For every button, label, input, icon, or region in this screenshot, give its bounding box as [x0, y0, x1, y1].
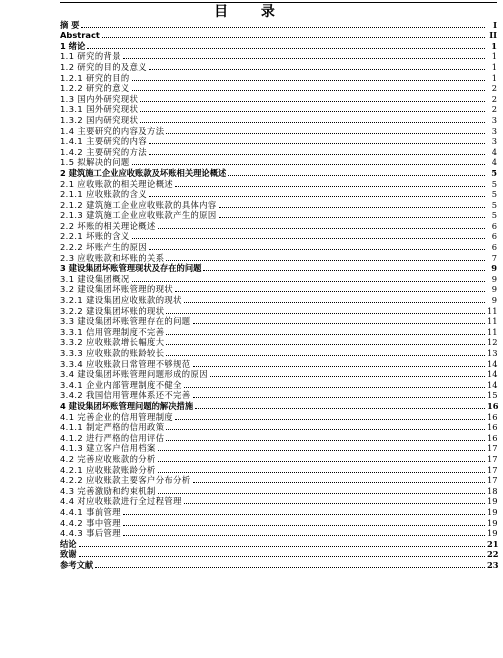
toc-entry-page: 5 [491, 189, 497, 200]
toc-entry-title: 1.4 主要研究的内容及方法 [60, 125, 165, 136]
dot-leader [195, 407, 485, 409]
toc-entry[interactable] [0, 220, 503, 231]
dot-leader [166, 259, 485, 261]
toc-entry-title: 1.5 拟解决的问题 [60, 157, 130, 168]
toc-entry-page: 16 [487, 432, 498, 443]
toc-entry[interactable] [0, 284, 503, 295]
toc-entry[interactable] [0, 167, 503, 178]
dot-leader [158, 471, 485, 473]
toc-entry[interactable] [0, 263, 503, 274]
toc-entry-title: 1.3.1 国外研究现状 [60, 104, 139, 115]
toc-entry-page: 19 [487, 528, 498, 539]
dot-leader [166, 439, 485, 441]
toc-entry-title: 2.2.1 坏账的含义 [60, 231, 130, 242]
dot-leader [193, 396, 485, 398]
toc-entry-title: 1.2.1 研究的目的 [60, 72, 130, 83]
dot-leader [149, 68, 485, 70]
dot-leader [158, 227, 485, 229]
dot-leader [219, 216, 485, 218]
toc-entry-title: 4.2.2 应收账款主要客户分布分析 [60, 475, 191, 486]
dot-leader [203, 269, 485, 271]
toc-list [0, 19, 503, 570]
toc-entry-page: 9 [491, 273, 497, 284]
toc-entry-title: 3.1 建设集团概况 [60, 273, 130, 284]
toc-entry-title: Abstract [60, 30, 100, 41]
dot-leader [81, 26, 485, 28]
toc-entry-page: 19 [487, 506, 498, 517]
toc-entry-page: 3 [491, 125, 497, 136]
toc-entry-page: 3 [491, 136, 497, 147]
toc-entry-title: 1.2 研究的目的及意义 [60, 61, 148, 72]
toc-entry-page: 6 [491, 220, 497, 231]
toc-entry[interactable] [0, 252, 503, 263]
dot-leader [184, 502, 485, 504]
toc-entry[interactable] [0, 422, 503, 433]
dot-leader [184, 386, 485, 388]
toc-entry[interactable] [0, 528, 503, 539]
toc-entry-page: II [489, 30, 497, 41]
dot-leader [140, 100, 485, 102]
toc-entry[interactable] [0, 390, 503, 401]
toc-entry-title: 4.1.3 建立客户信用档案 [60, 443, 156, 454]
toc-entry-page: 13 [487, 348, 498, 358]
toc-entry[interactable] [0, 199, 503, 210]
toc-entry-page: 6 [491, 231, 497, 242]
toc-entry[interactable] [0, 358, 503, 369]
toc-entry-title: 致谢 [60, 549, 77, 560]
toc-entry-title: 4.1.2 进行严格的信用评估 [60, 432, 165, 443]
toc-entry[interactable] [0, 369, 503, 380]
toc-entry-page: 3 [491, 114, 497, 125]
toc-entry[interactable] [0, 30, 503, 41]
toc-entry[interactable] [0, 241, 503, 252]
toc-entry-page: 17 [487, 443, 498, 454]
dot-leader [140, 121, 485, 123]
toc-entry-page: 16 [487, 411, 498, 422]
toc-entry-page: 19 [487, 496, 498, 507]
dot-leader [123, 57, 485, 59]
dot-leader [140, 110, 485, 112]
dot-leader [132, 89, 485, 91]
toc-entry-title: 3.4.1 企业内部管理制度不健全 [60, 379, 182, 390]
toc-entry-title: 3.3.3 应收账款的账龄较长 [60, 348, 165, 358]
toc-entry-title: 4.1.1 制定严格的信用政策 [60, 422, 165, 433]
toc-entry[interactable] [0, 506, 503, 517]
toc-entry[interactable] [0, 316, 503, 327]
toc-entry-title: 摘 要 [60, 19, 80, 30]
dot-leader [132, 237, 485, 239]
toc-entry-page: 9 [491, 284, 497, 295]
dot-leader [149, 195, 485, 197]
toc-entry[interactable] [0, 443, 503, 454]
toc-entry[interactable] [0, 411, 503, 422]
toc-entry[interactable] [0, 485, 503, 496]
toc-entry-page: I [493, 19, 497, 30]
toc-entry-title: 3.4 建设集团坏账管理问题形成的原因 [60, 369, 208, 380]
dot-leader [166, 428, 485, 430]
toc-entry-page: 12 [487, 337, 498, 348]
toc-entry-page: 5 [491, 167, 497, 178]
toc-entry[interactable] [0, 432, 503, 443]
dot-leader [166, 132, 485, 134]
toc-entry-title: 4.4.1 事前管理 [60, 506, 121, 517]
toc-entry-page: 11 [487, 326, 498, 337]
dot-leader [87, 47, 485, 49]
toc-entry-page: 5 [491, 199, 497, 210]
toc-entry-page: 1 [491, 61, 497, 72]
page-title: 目 录 [214, 4, 289, 20]
dot-leader [123, 524, 485, 526]
toc-entry[interactable] [0, 210, 503, 221]
dot-leader [228, 174, 485, 176]
toc-entry-page: 22 [487, 549, 499, 560]
toc-entry-title: 2.1 应收账款的相关理论概述 [60, 178, 174, 189]
toc-entry-title: 4.3 完善激励和约束机制 [60, 485, 156, 496]
toc-entry-title: 3.3 建设集团坏账管理存在的问题 [60, 316, 191, 327]
toc-entry-page: 21 [487, 538, 499, 549]
toc-entry-page: 19 [487, 517, 498, 528]
toc-entry-page: 5 [491, 178, 497, 189]
toc-entry-page: 17 [487, 464, 498, 475]
toc-entry-page: 16 [487, 422, 498, 433]
dot-leader [149, 142, 485, 144]
dot-leader [175, 418, 485, 420]
toc-entry[interactable] [0, 475, 503, 486]
toc-entry[interactable] [0, 294, 503, 305]
toc-entry[interactable] [0, 19, 503, 30]
toc-entry-page: 9 [491, 295, 497, 306]
toc-entry-page: 2 [491, 93, 497, 104]
toc-entry-title: 参考文献 [60, 559, 94, 570]
toc-entry[interactable] [0, 125, 503, 136]
toc-entry[interactable] [0, 72, 503, 83]
toc-entry-title: 3.3.4 应收账款日常管理不够规范 [60, 358, 191, 369]
toc-entry-title: 1.2.2 研究的意义 [60, 83, 130, 94]
toc-entry[interactable] [0, 104, 503, 115]
toc-entry-title: 1 绪论 [60, 40, 86, 51]
toc-entry[interactable] [0, 93, 503, 104]
toc-entry-page: 18 [487, 485, 498, 496]
toc-entry-title: 4.4.2 事中管理 [60, 517, 121, 528]
dot-leader [132, 280, 485, 282]
toc-entry-title: 2.3 应收账款和坏账的关系 [60, 252, 165, 263]
dot-leader [149, 153, 485, 155]
toc-entry-title: 4.4 对应收账款进行全过程管理 [60, 496, 182, 507]
dot-leader [149, 248, 485, 250]
toc-entry-title: 3.2.2 建设集团坏账的现状 [60, 305, 165, 316]
dot-leader [184, 301, 485, 303]
dot-leader [193, 322, 486, 324]
toc-entry[interactable] [0, 400, 503, 411]
toc-entry[interactable] [0, 40, 503, 51]
toc-entry[interactable] [0, 114, 503, 125]
toc-entry[interactable] [0, 157, 503, 168]
toc-entry-title: 2.1.1 应收账款的含义 [60, 189, 148, 200]
toc-entry[interactable] [0, 61, 503, 72]
toc-entry-page: 7 [491, 252, 497, 263]
dot-leader [210, 375, 485, 377]
toc-entry[interactable] [0, 559, 503, 570]
toc-entry[interactable] [0, 273, 503, 284]
dot-leader [193, 365, 485, 367]
toc-entry-page: 9 [491, 263, 497, 274]
toc-entry-title: 3 建设集团坏账管理现状及存在的问题 [60, 263, 202, 274]
toc-entry-page: 14 [487, 369, 498, 380]
toc-entry-title: 2.2 坏账的相关理论概述 [60, 220, 156, 231]
toc-entry-page: 2 [491, 104, 497, 115]
toc-entry-page: 17 [487, 453, 498, 464]
toc-entry-title: 4.1 完善企业的信用管理制度 [60, 411, 174, 422]
toc-entry-title: 3.2.1 建设集团应收账款的现状 [60, 295, 182, 306]
toc-entry-title: 2 建筑施工企业应收账款及坏账相关理论概述 [60, 167, 227, 178]
toc-entry[interactable] [0, 51, 503, 62]
dot-leader [132, 163, 485, 165]
toc-entry-page: 11 [487, 316, 498, 327]
toc-entry-title: 1.4.1 主要研究的内容 [60, 136, 148, 147]
dot-leader [123, 513, 485, 515]
toc-entry[interactable] [0, 83, 503, 94]
toc-entry-title: 2.1.2 建筑施工企业应收账款的具体内容 [60, 199, 217, 210]
dot-leader [219, 206, 485, 208]
top-rule [60, 2, 497, 3]
toc-entry[interactable] [0, 517, 503, 528]
toc-entry-page: 14 [487, 379, 498, 390]
toc-entry-title: 3.2 建设集团坏账管理的现状 [60, 284, 174, 295]
toc-entry-page: 5 [491, 210, 497, 221]
dot-leader [79, 545, 485, 547]
toc-entry-title: 2.1.3 建筑施工企业应收账款产生的原因 [60, 210, 217, 221]
toc-entry-title: 2.2.2 坏账产生的原因 [60, 242, 148, 253]
toc-entry-title: 1.1 研究的背景 [60, 51, 121, 62]
toc-entry-title: 3.4.2 我国信用管理体系还不完善 [60, 390, 191, 401]
toc-entry[interactable] [0, 231, 503, 242]
toc-entry[interactable] [0, 326, 503, 337]
toc-entry-page: 1 [491, 40, 497, 51]
toc-entry[interactable] [0, 178, 503, 189]
toc-entry[interactable] [0, 146, 503, 157]
toc-entry-page: 15 [487, 390, 498, 401]
toc-entry-title: 1.3 国内外研究现状 [60, 93, 139, 104]
toc-entry[interactable] [0, 337, 503, 348]
dot-leader [166, 312, 485, 314]
dot-leader [166, 354, 485, 356]
dot-leader [102, 36, 485, 38]
toc-entry-page: 1 [491, 72, 497, 83]
toc-entry-page: 6 [491, 242, 497, 253]
toc-entry-page: 4 [491, 157, 497, 168]
dot-leader [193, 481, 485, 483]
dot-leader [158, 449, 485, 451]
toc-entry-page: 17 [487, 475, 498, 486]
toc-entry-title: 3.3.1 信用管理制度不完善 [60, 326, 165, 337]
dot-leader [175, 290, 485, 292]
dot-leader [95, 566, 485, 568]
toc-entry-page: 14 [487, 358, 498, 369]
dot-leader [123, 534, 485, 536]
toc-entry[interactable] [0, 379, 503, 390]
toc-entry-page: 1 [491, 51, 497, 62]
dot-leader [79, 555, 485, 557]
toc-entry-title: 4.4.3 事后管理 [60, 528, 121, 539]
toc-entry[interactable] [0, 496, 503, 507]
toc-entry[interactable] [0, 189, 503, 200]
toc-entry-title: 4 建设集团坏账管理问题的解决措施 [60, 400, 194, 411]
toc-entry-page: 2 [491, 83, 497, 94]
toc-entry-page: 23 [487, 559, 499, 570]
toc-entry-title: 1.3.2 国内研究现状 [60, 114, 139, 125]
toc-entry[interactable] [0, 549, 503, 560]
toc-entry[interactable] [0, 453, 503, 464]
dot-leader [175, 185, 485, 187]
toc-entry-title: 4.2 完善应收账款的分析 [60, 453, 156, 464]
toc-entry-title: 3.3.2 应收账款增长幅度大 [60, 337, 165, 348]
toc-entry-title: 4.2.1 应收账款账龄分析 [60, 464, 156, 475]
toc-entry[interactable] [0, 305, 503, 316]
toc-entry-page: 16 [487, 400, 499, 411]
toc-entry-title: 结论 [60, 538, 77, 549]
toc-entry-title: 1.4.2 主要研究的方法 [60, 146, 148, 157]
toc-entry[interactable] [0, 464, 503, 475]
dot-leader [158, 460, 485, 462]
dot-leader [158, 492, 485, 494]
toc-entry-page: 4 [491, 146, 497, 157]
dot-leader [166, 343, 485, 345]
toc-entry[interactable] [0, 538, 503, 549]
toc-entry[interactable] [0, 136, 503, 147]
toc-entry[interactable] [0, 347, 503, 358]
dot-leader [166, 333, 485, 335]
toc-entry-page: 11 [487, 305, 498, 316]
dot-leader [132, 79, 485, 81]
